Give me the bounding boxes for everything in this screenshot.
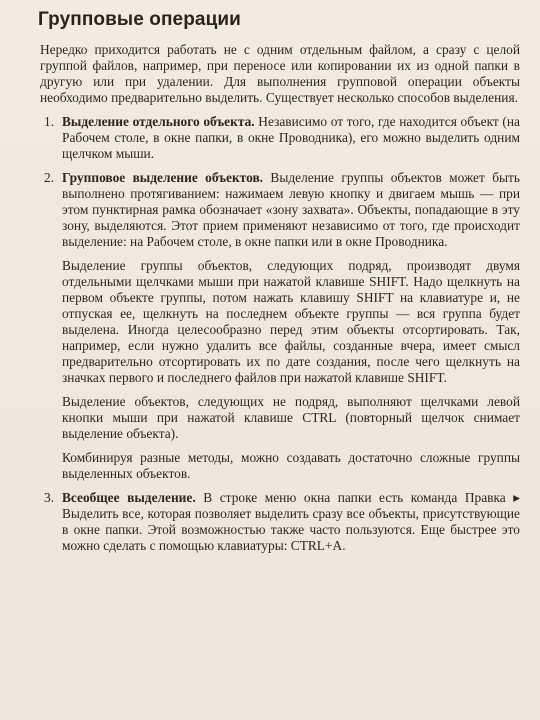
list-number: 1. bbox=[44, 114, 55, 129]
combine-methods-paragraph: Комбинируя разные методы, можно создавать достаточно сложные группы выделенных объектов. bbox=[62, 450, 520, 481]
section-heading: Групповые операции bbox=[38, 9, 241, 30]
list-item-paragraph bbox=[62, 170, 520, 250]
list-item-select-all bbox=[40, 490, 520, 554]
list-item-single-selection bbox=[40, 114, 520, 162]
list-item-text: В строке меню окна папки есть команда Правка ▸ Выделить все, которая позволяет выделить сразу все объекты, присутствующие в окне папки. Этой возможностью также часто пользуются. Еще быстрее это можно сделать с помощью клавиатуры: CTRL+A. bbox=[62, 490, 520, 553]
list-item-text: Выделение группы объектов может быть выполнено протягиванием: нажимаем левую кнопку и двигаем мышь — при этом пунктирная рамка обозначает «зону захвата». Объекты, попадающие в эту зону, выделяются. Этот прием применяют независимо от того, где происходит выделение: на Рабочем столе, в окне папки или в окне Проводника. bbox=[62, 170, 520, 249]
list-item-paragraph bbox=[62, 114, 520, 162]
list-number: 3. bbox=[44, 490, 55, 505]
list-item-term: Всеобщее выделение. bbox=[62, 490, 196, 505]
ctrl-selection-paragraph: Выделение объектов, следующих не подряд, выполняют щелчками левой кнопки мыши при нажатой клавише CTRL (повторный щелчок снимает выделение объекта). bbox=[62, 394, 520, 441]
list-item-group-selection bbox=[40, 170, 520, 482]
list-number: 2. bbox=[44, 170, 55, 185]
shift-selection-paragraph: Выделение группы объектов, следующих подряд, производят двумя отдельными щелчками мыши при нажатой клавише SHIFT. Надо щелкнуть на первом объекте группы, потом нажать клавишу SHIFT на клавиатуре и, не отпуская ее, щелкнуть на последнем объекте группы — вся группа будет выделена. Иногда целесообразно перед этим объекты отсортировать. Так, например, если нужно удалить все файлы, созданные вчера, имеет смысл предварительно отсортировать их по дате создания, после чего щелкнуть на значках первого и последнего файлов при нажатой клавише SHIFT. bbox=[62, 258, 520, 385]
intro-paragraph: Нередко приходится работать не с одним отдельным файлом, а сразу с целой группой файлов, например, при переносе или копировании их из одной папки в другую или при удалении. Для выполнения групповой операции объекты необходимо предварительно выделить. Существует несколько способов выделения. bbox=[40, 42, 520, 105]
list-item-paragraph bbox=[62, 490, 520, 554]
list-item-term: Выделение отдельного объекта. bbox=[62, 114, 255, 129]
list-item-text: Независимо от того, где находится объект (на Рабочем столе, в окне папки, в окне Проводника), его можно выделить одним щелчком мыши. bbox=[62, 114, 520, 161]
list-item-term: Групповое выделение объектов. bbox=[62, 170, 264, 185]
